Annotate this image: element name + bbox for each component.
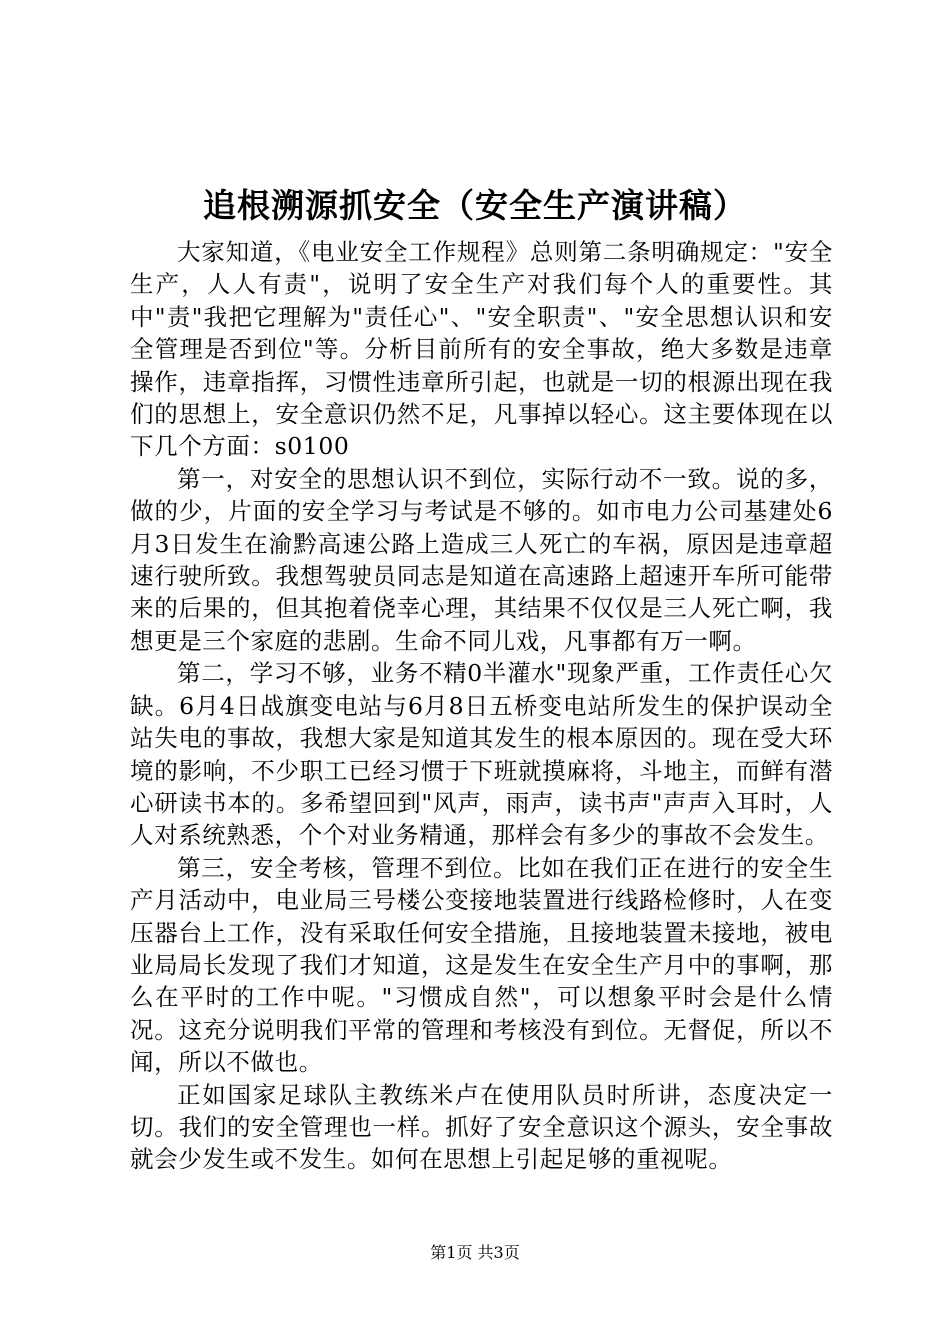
page-footer: 第1页 共3页 [430,1243,520,1262]
paragraph-conclusion: 正如国家足球队主教练米卢在使用队员时所讲，态度决定一切。我们的安全管理也一样。抓好了安全意识这个源头，安全事故就会少发生或不发生。如何在思想上引起足够的重视呢。 [130,1080,833,1174]
document-title: 追根溯源抓安全（安全生产演讲稿） [203,186,747,225]
paragraph-second-point: 第二，学习不够，业务不精0半灌水"现象严重，工作责任心欠缺。6月4日战旗变电站与6月8日五桥变电站所发生的保护误动全站失电的事故，我想大家是知道其发生的根本原因的。现在受大环境的影响，不少职工已经习惯于下班就摸麻将，斗地主，而鲜有潜心研读书本的。多希望回到"风声，雨声，读书声"声声入耳时，人人对系统熟悉，个个对业务精通，那样会有多少的事故不会发生。 [130,659,833,850]
paragraph-intro: 大家知道，《电业安全工作规程》总则第二条明确规定："安全生产，人人有责"，说明了安全生产对我们每个人的重要性。其中"责"我把它理解为"责任心"、"安全职责"、"安全思想认识和安全管理是否到位"等。分析目前所有的安全事故，绝大多数是违章操作，违章指挥，习惯性违章所引起，也就是一切的根源出现在我们的思想上，安全意识仍然不足，凡事掉以轻心。这主要体现在以下几个方面：s0100 [130,238,833,461]
paragraph-first-point: 第一，对安全的思想认识不到位，实际行动不一致。说的多，做的少，片面的安全学习与考试是不够的。如市电力公司基建处6月3日发生在渝黔高速公路上造成三人死亡的车祸，原因是违章超速行驶所致。我想驾驶员同志是知道在高速路上超速开车所可能带来的后果的，但其抱着侥幸心理，其结果不仅仅是三人死亡啊，我想更是三个家庭的悲剧。生命不同儿戏，凡事都有万一啊。 [130,464,833,655]
paragraph-third-point: 第三，安全考核，管理不到位。比如在我们正在进行的安全生产月活动中，电业局三号楼公变接地装置进行线路检修时，人在变压器台上工作，没有采取任何安全措施，且接地装置未接地，被电业局局长发现了我们才知道，这是发生在安全生产月中的事啊，那么在平时的工作中呢。"习惯成自然"，可以想象平时会是什么情况。这充分说明我们平常的管理和考核没有到位。无督促，所以不闻，所以不做也。 [130,853,833,1077]
document-body [130,236,833,1176]
